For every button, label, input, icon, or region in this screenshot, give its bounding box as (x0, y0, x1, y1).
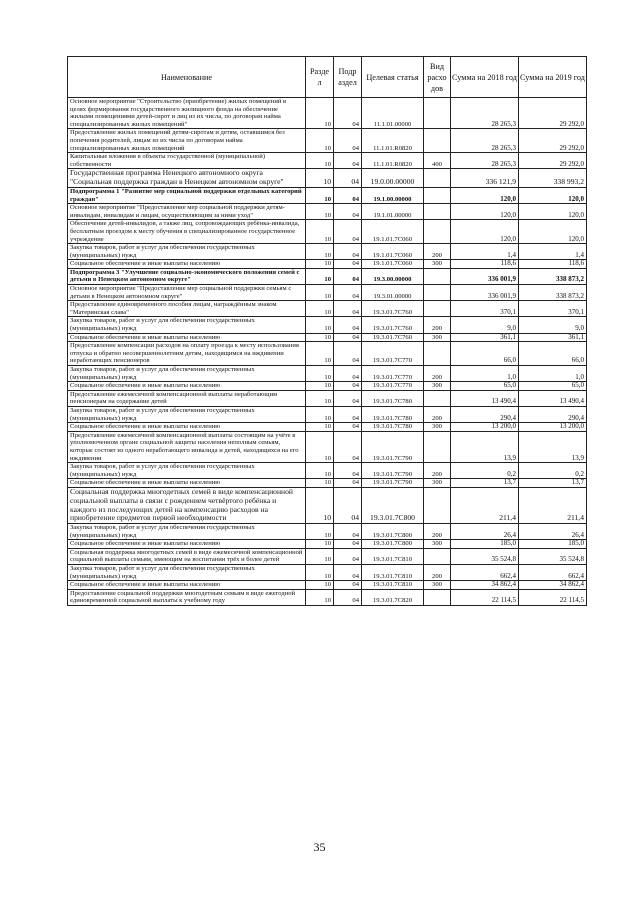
cell-subsection: 04 (334, 268, 362, 284)
header-sum-2018: Сумма на 2018 год (451, 57, 519, 98)
cell-section: 10 (306, 301, 334, 317)
cell-sum-2018: 9,0 (451, 317, 519, 333)
cell-section: 10 (306, 390, 334, 406)
cell-sum-2019: 0,2 (519, 463, 587, 479)
cell-section: 10 (306, 382, 334, 391)
cell-name: Предоставление социальной поддержки многодетным семьям в виде ежегодной единовременной социальной выплаты к учебному году (68, 589, 306, 605)
cell-sum-2018: 35 524,8 (451, 548, 519, 564)
cell-section: 10 (306, 204, 334, 220)
cell-name: Государственная программа Ненецкого автономного округа "Социальная поддержка граждан в Ненецком автономном округе" (68, 169, 306, 188)
cell-sum-2019: 120,0 (519, 187, 587, 203)
cell-expense-type (424, 187, 451, 203)
cell-section: 10 (306, 244, 334, 260)
cell-target-article: 19.1.00.00000 (362, 187, 424, 203)
cell-sum-2018: 13,7 (451, 479, 519, 488)
cell-subsection: 04 (334, 565, 362, 581)
cell-sum-2018: 185,0 (451, 540, 519, 549)
cell-expense-type (424, 98, 451, 129)
cell-expense-type: 200 (424, 406, 451, 422)
cell-sum-2018: 370,1 (451, 301, 519, 317)
cell-target-article: 19.3.01.7С820 (362, 589, 424, 605)
cell-section: 10 (306, 333, 334, 342)
cell-subsection: 04 (334, 260, 362, 269)
table-row (68, 244, 587, 260)
cell-subsection: 04 (334, 548, 362, 564)
cell-sum-2019: 13,7 (519, 479, 587, 488)
cell-subsection: 04 (334, 589, 362, 605)
cell-target-article: 19.3.01.7С800 (362, 540, 424, 549)
cell-section: 10 (306, 260, 334, 269)
cell-sum-2019: 22 114,5 (519, 589, 587, 605)
cell-sum-2019: 118,6 (519, 260, 587, 269)
cell-expense-type: 300 (424, 382, 451, 391)
cell-subsection: 04 (334, 581, 362, 590)
cell-name: Предоставление компенсации расходов на оплату проезда к месту использования отпуска и обратно несовершеннолетним детям, находящимся на иждивении неработающих пенсионеров (68, 342, 306, 366)
cell-sum-2019: 26,4 (519, 524, 587, 540)
cell-sum-2019: 9,0 (519, 317, 587, 333)
cell-subsection: 04 (334, 382, 362, 391)
cell-sum-2018: 118,6 (451, 260, 519, 269)
cell-sum-2018: 26,4 (451, 524, 519, 540)
cell-target-article: 19.3.01.7С800 (362, 524, 424, 540)
header-target: Целевая статья (362, 57, 424, 98)
cell-name: Социальная поддержка многодетных семей в виде компенсационной социальной выплаты в связи с рождением четвёртого ребёнка и каждого из последующих детей на компенсацию расходов на приобретение предметов первой необходимости (68, 487, 306, 523)
cell-target-article: 19.3.01.7С790 (362, 431, 424, 462)
cell-name: Закупка товаров, работ и услуг для обеспечения государственных (муниципальных) нужд (68, 317, 306, 333)
cell-sum-2018: 0,2 (451, 463, 519, 479)
cell-name: Подпрограмма 1 "Развитие мер социальной поддержки отдельных категорий граждан" (68, 187, 306, 203)
cell-expense-type (424, 342, 451, 366)
cell-target-article: 19.3.01.7С790 (362, 463, 424, 479)
table-row (68, 169, 587, 188)
header-sum-2019: Сумма на 2019 год (519, 57, 587, 98)
table-row (68, 487, 587, 523)
cell-target-article: 19.3.01.7С790 (362, 479, 424, 488)
cell-section: 10 (306, 342, 334, 366)
cell-target-article: 19.1.01.7С060 (362, 244, 424, 260)
cell-target-article: 19.3.01.7С770 (362, 366, 424, 382)
cell-expense-type: 200 (424, 565, 451, 581)
cell-section: 10 (306, 565, 334, 581)
cell-subsection: 04 (334, 98, 362, 129)
cell-expense-type: 300 (424, 423, 451, 432)
cell-section: 10 (306, 463, 334, 479)
cell-target-article: 11.1.01.00000 (362, 98, 424, 129)
budget-table (67, 56, 587, 606)
cell-sum-2019: 13 490,4 (519, 390, 587, 406)
cell-subsection: 04 (334, 204, 362, 220)
table-row (68, 382, 587, 391)
table-row (68, 423, 587, 432)
table-row (68, 431, 587, 462)
cell-section: 10 (306, 220, 334, 244)
cell-target-article: 19.3.01.7С780 (362, 406, 424, 422)
cell-subsection: 04 (334, 169, 362, 188)
cell-name: Закупка товаров, работ и услуг для обеспечения государственных (муниципальных) нужд (68, 406, 306, 422)
cell-subsection: 04 (334, 406, 362, 422)
cell-expense-type: 200 (424, 524, 451, 540)
cell-target-article: 19.3.00.00000 (362, 268, 424, 284)
cell-subsection: 04 (334, 463, 362, 479)
cell-expense-type (424, 285, 451, 301)
cell-sum-2018: 336 121,9 (451, 169, 519, 188)
cell-sum-2019: 29 292,0 (519, 129, 587, 153)
cell-sum-2019: 185,0 (519, 540, 587, 549)
cell-expense-type (424, 129, 451, 153)
cell-target-article: 11.1.01.R0820 (362, 153, 424, 169)
cell-sum-2019: 120,0 (519, 204, 587, 220)
cell-target-article: 19.0.00.00000 (362, 169, 424, 188)
cell-subsection: 04 (334, 479, 362, 488)
cell-sum-2019: 338 993,2 (519, 169, 587, 188)
cell-sum-2019: 13,9 (519, 431, 587, 462)
cell-name: Социальное обеспечение и иные выплаты населению (68, 423, 306, 432)
cell-sum-2018: 13,9 (451, 431, 519, 462)
cell-expense-type: 200 (424, 244, 451, 260)
cell-name: Предоставление ежемесячной компенсационной выплаты состоящим на учёте в уполномоченном органе социальной защиты населения неполным семьям, которые состоят из одного неработающего инвалида и детей, находящихся на его иждивении (68, 431, 306, 462)
table-row (68, 524, 587, 540)
cell-name: Социальное обеспечение и иные выплаты населению (68, 333, 306, 342)
cell-section: 10 (306, 524, 334, 540)
cell-sum-2019: 290,4 (519, 406, 587, 422)
table-row (68, 333, 587, 342)
table-row (68, 301, 587, 317)
cell-subsection: 04 (334, 301, 362, 317)
cell-name: Капитальные вложения в объекты государственной (муниципальной) собственности (68, 153, 306, 169)
cell-sum-2018: 66,0 (451, 342, 519, 366)
table-row (68, 390, 587, 406)
cell-name: Предоставление единовременного пособия лицам, награждённым знаком "Материнская слава" (68, 301, 306, 317)
cell-name: Предоставление жилых помещений детям-сиротам и детям, оставшимся без попечения родителей, лицам из их числа по договорам найма специализированных жилых помещений (68, 129, 306, 153)
cell-sum-2019: 34 862,4 (519, 581, 587, 590)
cell-expense-type: 200 (424, 366, 451, 382)
cell-name: Социальное обеспечение и иные выплаты населению (68, 540, 306, 549)
table-row (68, 285, 587, 301)
cell-name: Основное мероприятие "Предоставление мер социальной поддержки детям-инвалидам, инвалидам и лицам, осуществляющим за ними уход" (68, 204, 306, 220)
table-row (68, 479, 587, 488)
cell-target-article: 19.3.01.7С810 (362, 581, 424, 590)
cell-name: Основное мероприятие "Предоставление мер социальной поддержки семьям с детьми в Ненецком автономном округе" (68, 285, 306, 301)
cell-target-article: 19.3.01.00000 (362, 285, 424, 301)
table-row (68, 565, 587, 581)
cell-sum-2018: 662,4 (451, 565, 519, 581)
cell-name: Основное мероприятие "Строительство (приобретение) жилых помещений в целях формирования государственного жилищного фонда на обеспечение жилыми помещениями детей-сирот и лиц из их числа, по договорам найма специализированных жилых помещений" (68, 98, 306, 129)
cell-sum-2018: 1,0 (451, 366, 519, 382)
cell-section: 10 (306, 431, 334, 462)
cell-sum-2019: 1,0 (519, 366, 587, 382)
cell-sum-2019: 13 200,0 (519, 423, 587, 432)
cell-sum-2019: 211,4 (519, 487, 587, 523)
cell-name: Обеспечение детей-инвалидов, а также лиц, сопровождающих ребёнка-инвалида, бесплатным проездом к месту обучения в специализированное государственное учреждение (68, 220, 306, 244)
cell-sum-2018: 361,1 (451, 333, 519, 342)
cell-section: 10 (306, 406, 334, 422)
header-section: Разде л (306, 57, 334, 98)
cell-sum-2019: 361,1 (519, 333, 587, 342)
cell-subsection: 04 (334, 285, 362, 301)
cell-subsection: 04 (334, 220, 362, 244)
cell-name: Социальная поддержка многодетных семей в виде ежемесячной компенсационной социальной выплаты семьям, имеющим на воспитании трёх и более детей (68, 548, 306, 564)
cell-subsection: 04 (334, 423, 362, 432)
cell-expense-type (424, 220, 451, 244)
cell-target-article: 19.3.01.7С760 (362, 317, 424, 333)
cell-section: 10 (306, 187, 334, 203)
cell-target-article: 19.3.01.7С800 (362, 487, 424, 523)
cell-section: 10 (306, 423, 334, 432)
cell-subsection: 04 (334, 153, 362, 169)
cell-target-article: 11.1.01.R0820 (362, 129, 424, 153)
cell-section: 10 (306, 285, 334, 301)
cell-sum-2018: 28 265,3 (451, 98, 519, 129)
cell-sum-2018: 28 265,3 (451, 153, 519, 169)
cell-name: Закупка товаров, работ и услуг для обеспечения государственных (муниципальных) нужд (68, 524, 306, 540)
cell-subsection: 04 (334, 366, 362, 382)
cell-expense-type: 200 (424, 463, 451, 479)
cell-sum-2018: 120,0 (451, 204, 519, 220)
cell-expense-type (424, 390, 451, 406)
cell-sum-2018: 211,4 (451, 487, 519, 523)
cell-expense-type: 400 (424, 153, 451, 169)
cell-subsection: 04 (334, 540, 362, 549)
cell-name: Закупка товаров, работ и услуг для обеспечения государственных (муниципальных) нужд (68, 366, 306, 382)
table-row (68, 589, 587, 605)
cell-expense-type: 300 (424, 333, 451, 342)
cell-sum-2018: 120,0 (451, 187, 519, 203)
cell-expense-type (424, 431, 451, 462)
cell-subsection: 04 (334, 524, 362, 540)
cell-target-article: 19.1.01.00000 (362, 204, 424, 220)
cell-expense-type: 300 (424, 581, 451, 590)
cell-sum-2019: 35 524,8 (519, 548, 587, 564)
cell-expense-type (424, 548, 451, 564)
table-row (68, 260, 587, 269)
cell-expense-type (424, 487, 451, 523)
table-row (68, 268, 587, 284)
cell-sum-2018: 290,4 (451, 406, 519, 422)
header-expense-type: Вид расхо дов (424, 57, 451, 98)
cell-name: Социальное обеспечение и иные выплаты населению (68, 479, 306, 488)
cell-sum-2018: 336 001,9 (451, 268, 519, 284)
cell-target-article: 19.3.01.7С760 (362, 301, 424, 317)
table-row (68, 540, 587, 549)
table-row (68, 204, 587, 220)
table-row (68, 187, 587, 203)
cell-section: 10 (306, 487, 334, 523)
header-subsection: Подр аздел (334, 57, 362, 98)
cell-subsection: 04 (334, 187, 362, 203)
cell-target-article: 19.1.01.7С060 (362, 260, 424, 269)
cell-target-article: 19.3.01.7С810 (362, 548, 424, 564)
cell-target-article: 19.3.01.7С760 (362, 333, 424, 342)
cell-target-article: 19.1.01.7С060 (362, 220, 424, 244)
cell-sum-2019: 338 873,2 (519, 285, 587, 301)
cell-sum-2019: 29 292,0 (519, 153, 587, 169)
cell-subsection: 04 (334, 431, 362, 462)
table-body (68, 98, 587, 606)
cell-sum-2019: 370,1 (519, 301, 587, 317)
cell-section: 10 (306, 98, 334, 129)
cell-target-article: 19.3.01.7С780 (362, 390, 424, 406)
cell-sum-2018: 34 862,4 (451, 581, 519, 590)
cell-sum-2019: 65,0 (519, 382, 587, 391)
table-row (68, 406, 587, 422)
cell-section: 10 (306, 268, 334, 284)
cell-expense-type: 300 (424, 540, 451, 549)
cell-name: Закупка товаров, работ и услуг для обеспечения государственных (муниципальных) нужд (68, 565, 306, 581)
page-number: 35 (313, 840, 326, 854)
table-row (68, 463, 587, 479)
cell-name: Социальное обеспечение и иные выплаты населению (68, 581, 306, 590)
cell-sum-2018: 22 114,5 (451, 589, 519, 605)
cell-sum-2018: 28 265,3 (451, 129, 519, 153)
cell-subsection: 04 (334, 317, 362, 333)
cell-subsection: 04 (334, 342, 362, 366)
cell-sum-2019: 662,4 (519, 565, 587, 581)
table-row (68, 342, 587, 366)
cell-name: Закупка товаров, работ и услуг для обеспечения государственных (муниципальных) нужд (68, 463, 306, 479)
cell-subsection: 04 (334, 487, 362, 523)
cell-sum-2018: 13 490,4 (451, 390, 519, 406)
cell-sum-2018: 120,0 (451, 220, 519, 244)
cell-target-article: 19.3.01.7С770 (362, 342, 424, 366)
cell-expense-type: 300 (424, 479, 451, 488)
cell-sum-2019: 120,0 (519, 220, 587, 244)
cell-subsection: 04 (334, 390, 362, 406)
cell-section: 10 (306, 540, 334, 549)
cell-target-article: 19.3.01.7С780 (362, 423, 424, 432)
cell-section: 10 (306, 548, 334, 564)
cell-expense-type (424, 268, 451, 284)
cell-expense-type (424, 204, 451, 220)
table-row (68, 153, 587, 169)
cell-name: Социальное обеспечение и иные выплаты населению (68, 260, 306, 269)
header-name: Наименование (68, 57, 306, 98)
cell-subsection: 04 (334, 333, 362, 342)
table-row (68, 129, 587, 153)
table-row (68, 317, 587, 333)
cell-section: 10 (306, 169, 334, 188)
cell-section: 10 (306, 479, 334, 488)
cell-subsection: 04 (334, 129, 362, 153)
cell-expense-type (424, 169, 451, 188)
cell-section: 10 (306, 589, 334, 605)
cell-sum-2018: 13 200,0 (451, 423, 519, 432)
cell-name: Подпрограмма 3 "Улучшение социально-экономического положения семей с детьми в Ненецком автономном округе" (68, 268, 306, 284)
cell-sum-2019: 338 873,2 (519, 268, 587, 284)
cell-name: Закупка товаров, работ и услуг для обеспечения государственных (муниципальных) нужд (68, 244, 306, 260)
table-row (68, 366, 587, 382)
table-row (68, 98, 587, 129)
cell-sum-2018: 336 001,9 (451, 285, 519, 301)
cell-sum-2019: 29 292,0 (519, 98, 587, 129)
cell-section: 10 (306, 581, 334, 590)
cell-section: 10 (306, 317, 334, 333)
cell-expense-type (424, 589, 451, 605)
cell-sum-2018: 1,4 (451, 244, 519, 260)
cell-sum-2019: 1,4 (519, 244, 587, 260)
cell-expense-type: 300 (424, 260, 451, 269)
cell-section: 10 (306, 153, 334, 169)
cell-target-article: 19.3.01.7С770 (362, 382, 424, 391)
cell-expense-type: 200 (424, 317, 451, 333)
cell-sum-2019: 66,0 (519, 342, 587, 366)
cell-section: 10 (306, 366, 334, 382)
cell-section: 10 (306, 129, 334, 153)
cell-expense-type (424, 301, 451, 317)
table-row (68, 548, 587, 564)
cell-subsection: 04 (334, 244, 362, 260)
table-row (68, 220, 587, 244)
cell-sum-2018: 65,0 (451, 382, 519, 391)
cell-target-article: 19.3.01.7С810 (362, 565, 424, 581)
table-header-row (68, 57, 587, 98)
table-row (68, 581, 587, 590)
cell-name: Предоставление ежемесячной компенсационной выплаты неработающим пенсионерам на содержание детей (68, 390, 306, 406)
cell-name: Социальное обеспечение и иные выплаты населению (68, 382, 306, 391)
